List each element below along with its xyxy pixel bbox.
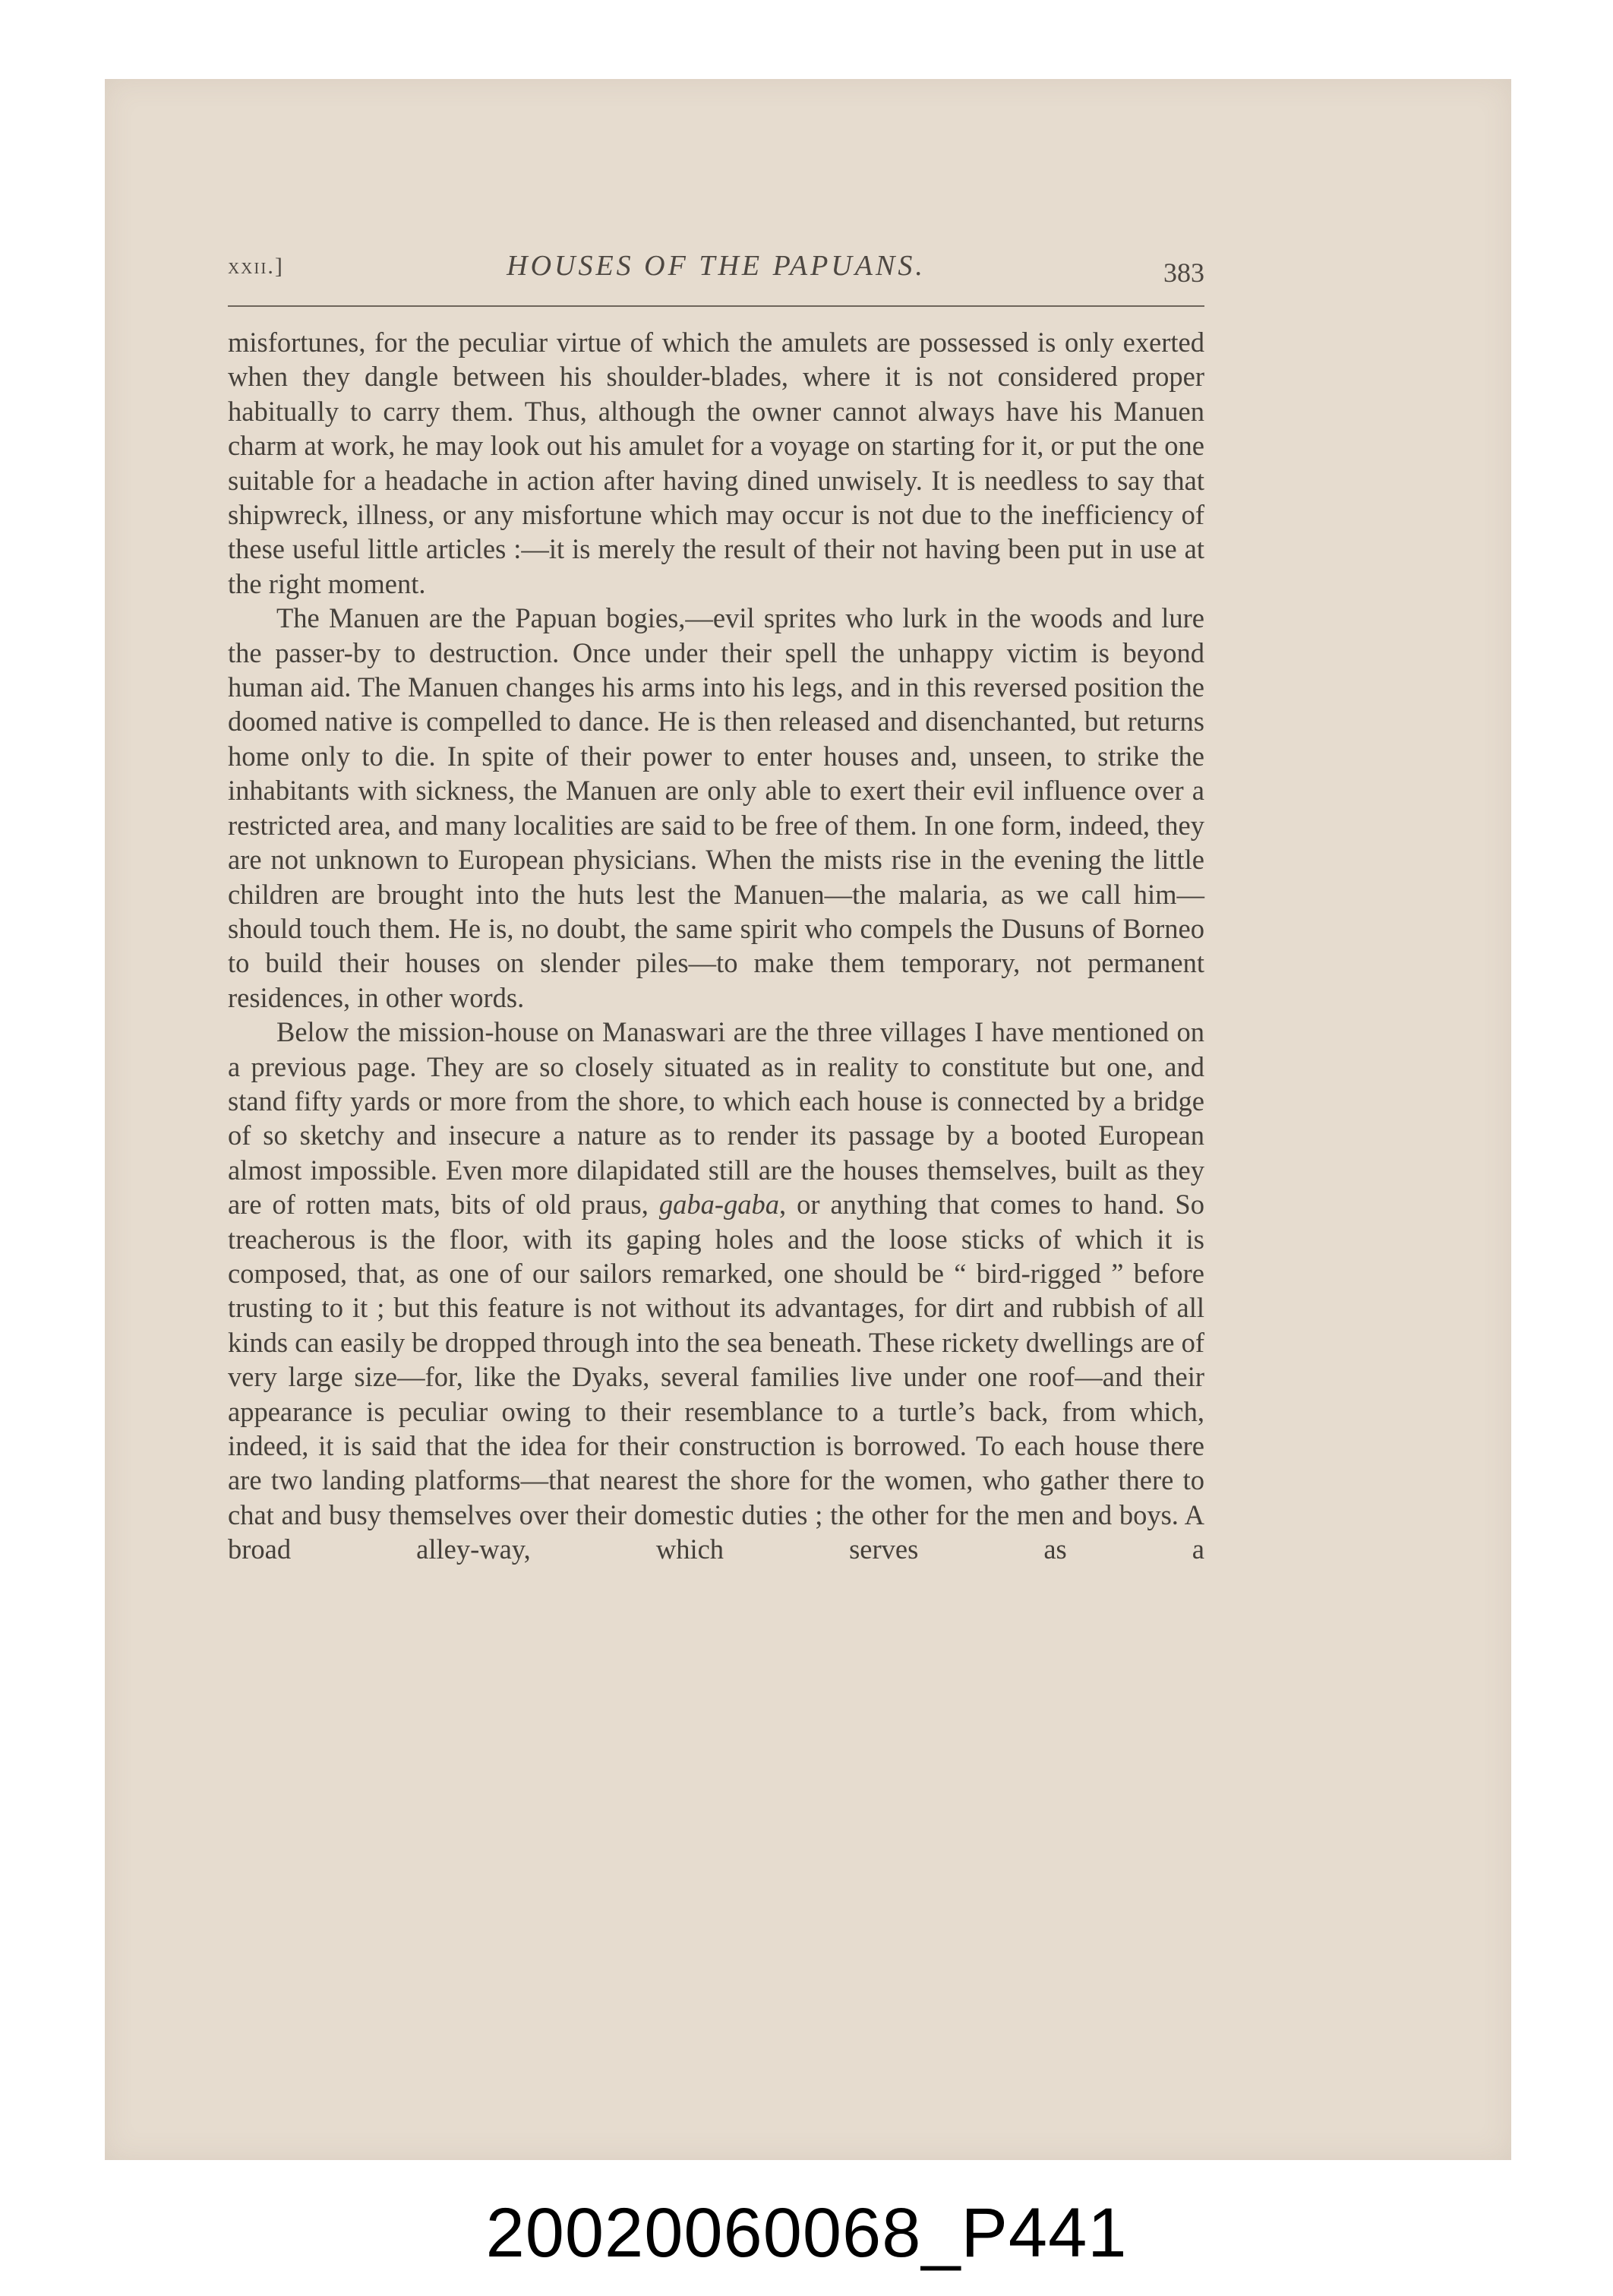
header-rule: [228, 305, 1204, 307]
paragraph: [228, 325, 1204, 601]
chapter-reference: xxii.]: [228, 254, 284, 279]
body-text: [228, 325, 1204, 1567]
image-caption: 20020060068_P441: [485, 2194, 1128, 2272]
italic-term: gaba-gaba: [658, 1189, 779, 1221]
page-number: 383: [1163, 257, 1204, 288]
text-run: Below the mission-house on Manaswari are the three villages I have mentioned on a previous page. They are so closely situated as in reality to constitute but one, and stand fifty yards or more from the shore, to which each house is connected by a bridge of so sketchy and insecure a nature as to render its passage by a booted European almost impossible. Even more dilapidated still are the houses themselves, built as they are of rotten mats, bits of old praus,: [228, 1016, 1204, 1221]
text-run: , or anything that comes to hand. So treacherous is the floor, with its gaping holes and the loose sticks of which it is composed, that, as one of our sailors remarked, one should be “ bird-rigged ” before trusting to it ; but this feature is not without its advantages, for dirt and rubbish of all kinds can easily be dropped through into the sea beneath. These rickety dwellings are of very large size—for, like the Dyaks, several families live under one roof—and their appearance is peculiar owing to their resemblance to a turtle’s back, from which, indeed, it is said that the idea for their construction is borrowed. To each house there are two landing platforms—that nearest the shore for the women, who gather there to chat and busy themselves over their domestic duties ; the other for the men and boys. A broad alley-way, which serves as a: [228, 1189, 1204, 1565]
paragraph: [228, 1015, 1204, 1567]
running-title: HOUSES OF THE PAPUANS.: [507, 250, 926, 282]
paragraph: [228, 601, 1204, 1015]
running-head: [228, 249, 1204, 295]
text-run: The Manuen are the Papuan bogies,—evil sprites who lurk in the woods and lure the passer-by to destruction. Once under their spell the unhappy victim is beyond human aid. The Manuen changes his arms into his legs, and in this reversed position the doomed native is compelled to dance. He is then released and disenchanted, but returns home only to die. In spite of their power to enter houses and, unseen, to strike the inhabitants with sickness, the Manuen are only able to exert their evil influence over a restricted area, and many localities are said to be free of them. In one form, indeed, they are not unknown to European physicians. When the mists rise in the evening the little children are brought into the huts lest the Manuen—the malaria, as we call him—should touch them. He is, no doubt, the same spirit who compels the Dusuns of Borneo to build their houses on slender piles—to make them temporary, not permanent residences, in other words.: [228, 602, 1204, 1013]
text-run: misfortunes, for the peculiar virtue of which the amulets are possessed is only exerted when they dangle between his shoulder-blades, where it is not considered proper habitually to carry them. Thus, although the owner cannot always have his Manuen charm at work, he may look out his amulet for a voyage on starting for it, or put the one suitable for a headache in action after having dined unwisely. It is needless to say that shipwreck, illness, or any misfortune which may occur is not due to the inefficiency of these useful little articles :—it is merely the result of their not having been put in use at the right moment.: [228, 327, 1204, 599]
